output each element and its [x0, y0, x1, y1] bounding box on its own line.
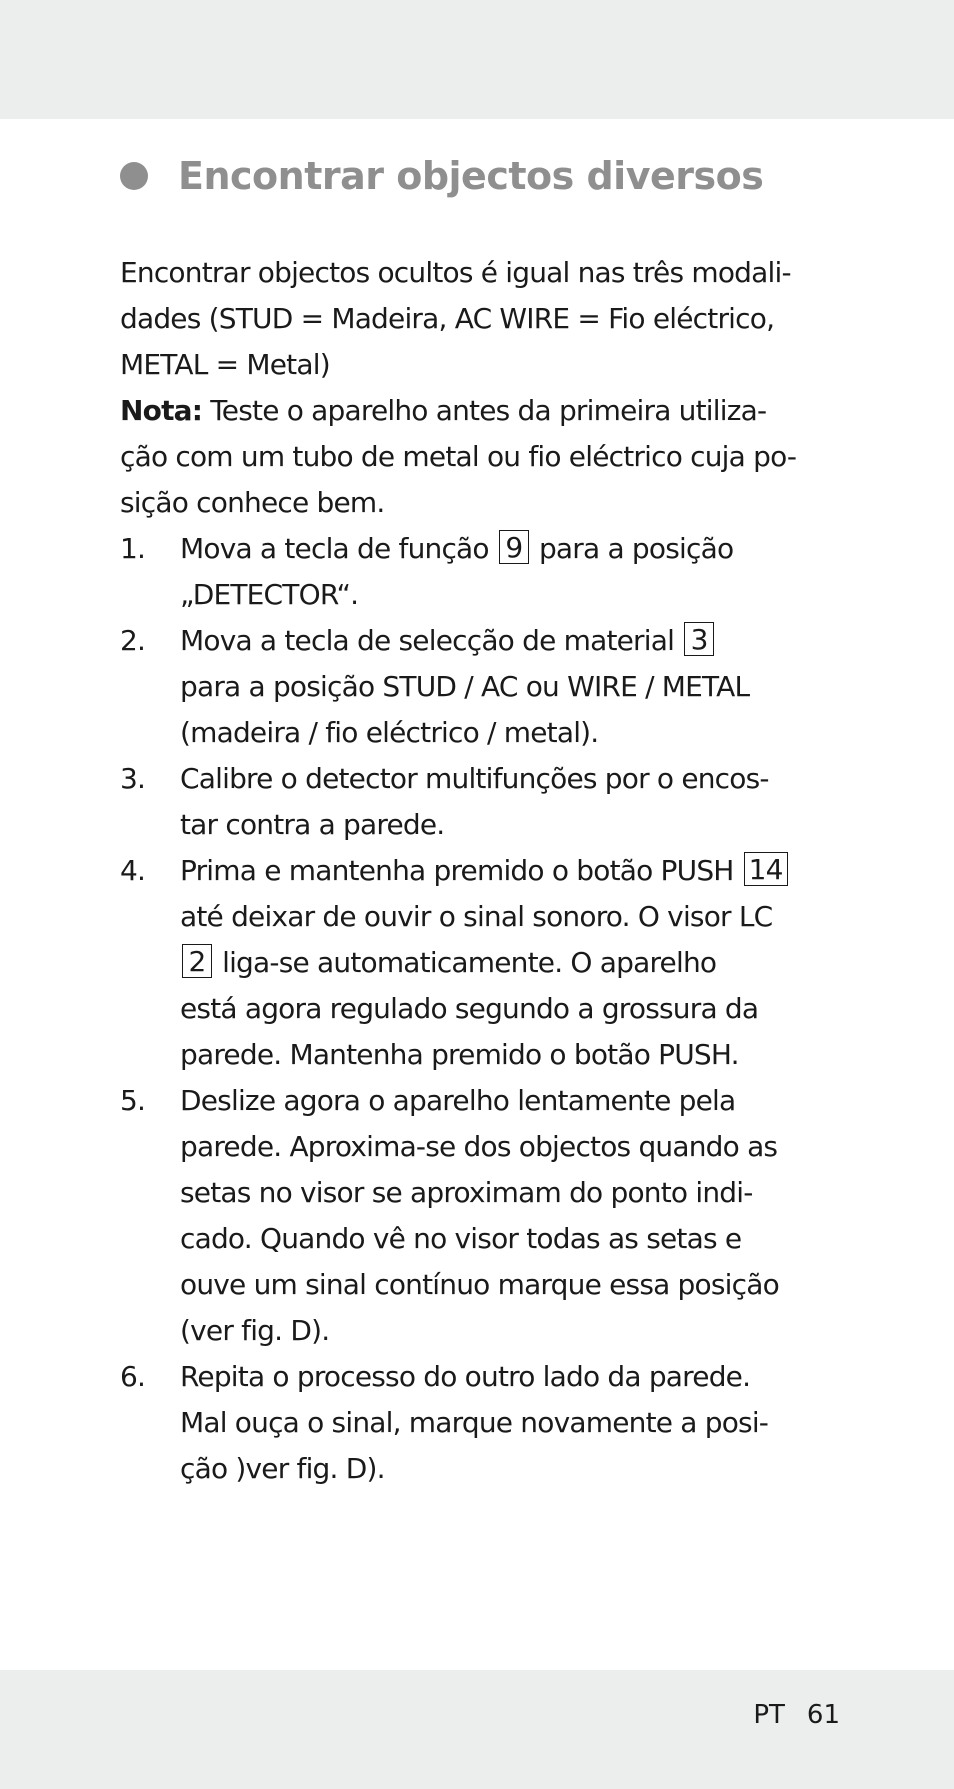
step-5-line-1	[120, 1078, 840, 1124]
step-4-line-1	[120, 848, 840, 894]
step-6-text-1: Repita o processo do outro lado da parede.	[180, 1360, 751, 1393]
step-5-line-5: ouve um sinal contínuo marque essa posição	[180, 1268, 779, 1301]
top-band	[0, 0, 954, 119]
step-1-text-a: Mova a tecla de função	[180, 532, 497, 565]
step-1-line-1	[120, 526, 840, 572]
step-2-line-2: para a posição STUD / AC ou WIRE / METAL	[180, 670, 750, 703]
step-6-line-3: ção )ver fig. D).	[180, 1452, 385, 1485]
page-number: 61	[806, 1700, 840, 1730]
bullet-icon	[120, 162, 148, 190]
step-1-line-2: „DETECTOR“.	[180, 578, 359, 611]
step-6-number: 6.	[120, 1360, 146, 1393]
intro-line-2: dades (STUD = Madeira, AC WIRE = Fio eléctrico,	[120, 302, 775, 335]
step-3-line-1	[120, 756, 840, 802]
step-3-line-2: tar contra a parede.	[180, 808, 445, 841]
step-5-text-1: Deslize agora o aparelho lentamente pela	[180, 1084, 736, 1117]
ref-box-14: 14	[744, 852, 788, 886]
step-6-line-1	[120, 1354, 840, 1400]
step-4-line-5: parede. Mantenha premido o botão PUSH.	[180, 1038, 739, 1071]
page-footer	[753, 1700, 840, 1730]
step-3-number: 3.	[120, 762, 146, 795]
step-4-text-b: liga-se automaticamente. O aparelho	[214, 946, 717, 979]
note-label: Nota:	[120, 394, 203, 427]
step-5-line-2: parede. Aproxima-se dos objectos quando as	[180, 1130, 778, 1163]
step-4-text-a: Prima e mantenha premido o botão PUSH	[180, 854, 742, 887]
step-5-line-4: cado. Quando vê no visor todas as setas e	[180, 1222, 742, 1255]
language-code: PT	[753, 1700, 785, 1730]
step-5-number: 5.	[120, 1084, 146, 1117]
step-4-number: 4.	[120, 854, 146, 887]
step-2-line-1	[120, 618, 840, 664]
step-2-number: 2.	[120, 624, 146, 657]
step-2-line-3: (madeira / fio eléctrico / metal).	[180, 716, 599, 749]
body-text	[120, 250, 840, 1492]
step-5-line-6: (ver fig. D).	[180, 1314, 330, 1347]
step-6-line-2: Mal ouça o sinal, marque novamente a posi-	[180, 1406, 769, 1439]
ref-box-2: 2	[182, 944, 212, 978]
note-line-1	[120, 388, 840, 434]
intro-line-1: Encontrar objectos ocultos é igual nas três modali-	[120, 256, 791, 289]
step-4-line-4: está agora regulado segundo a grossura da	[180, 992, 759, 1025]
step-1-number: 1.	[120, 532, 146, 565]
step-1-text-b: para a posição	[530, 532, 734, 565]
step-2-text-a: Mova a tecla de selecção de material	[180, 624, 683, 657]
step-3-text-1: Calibre o detector multifunções por o encos-	[180, 762, 769, 795]
note-text-1: Teste o aparelho antes da primeira utiliza-	[202, 394, 767, 427]
step-4-line-2: até deixar de ouvir o sinal sonoro. O visor LC	[180, 900, 773, 933]
step-4-line-3	[120, 940, 840, 986]
ref-box-3: 3	[684, 622, 714, 656]
section-heading	[120, 146, 763, 206]
note-line-3: sição conhece bem.	[120, 486, 385, 519]
note-line-2: ção com um tubo de metal ou fio eléctrico cuja po-	[120, 440, 797, 473]
step-5-line-3: setas no visor se aproximam do ponto indi-	[180, 1176, 753, 1209]
intro-line-3: METAL = Metal)	[120, 348, 330, 381]
heading-text: Encontrar objectos diversos	[178, 154, 764, 198]
ref-box-9: 9	[499, 530, 529, 564]
